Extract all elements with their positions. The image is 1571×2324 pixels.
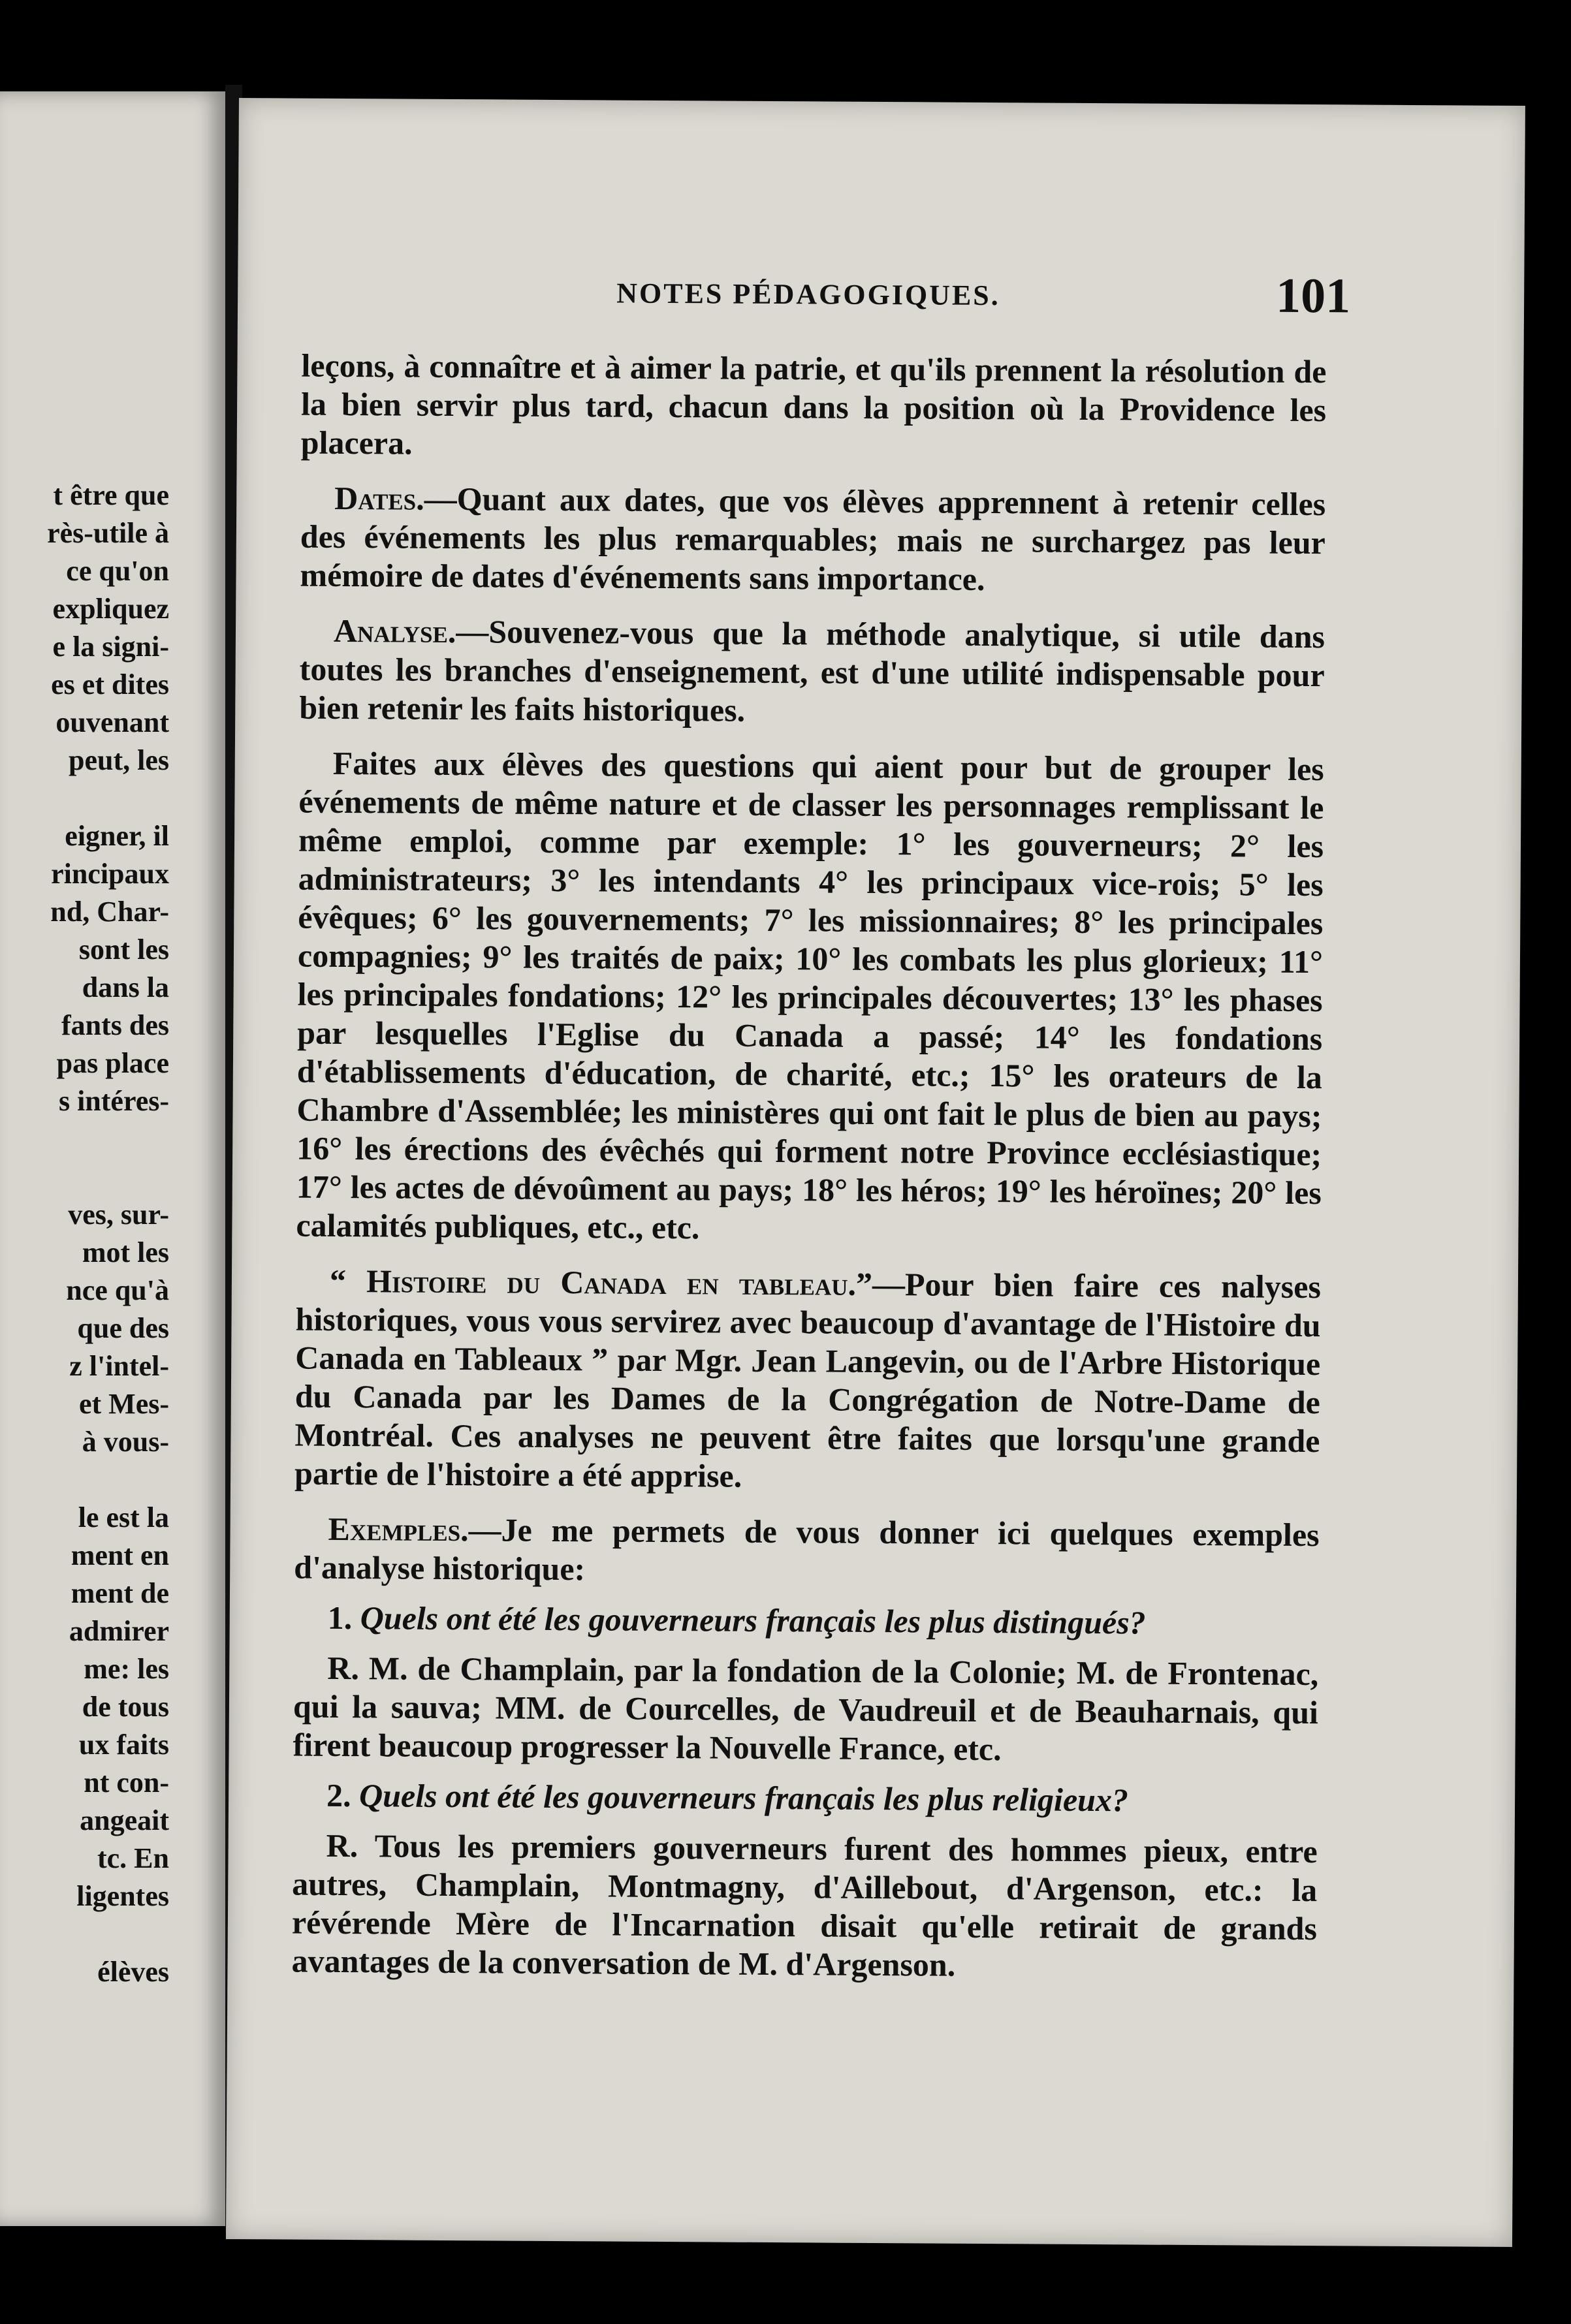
left-fragment: eigner, il	[65, 820, 169, 852]
left-fragment: rès-utile à	[47, 517, 169, 549]
left-fragment	[0, 1461, 169, 1499]
question-text: Quels ont été les gouverneurs français les plus religieux?	[358, 1777, 1129, 1819]
left-fragment: le est la	[78, 1501, 169, 1533]
question-2	[293, 1776, 1318, 1821]
left-fragment: tc. En	[97, 1842, 169, 1874]
left-fragment: à vous-	[82, 1426, 169, 1458]
left-fragment: nt con-	[84, 1767, 169, 1798]
section-lead-exemples: Exemples.	[328, 1510, 469, 1548]
answer-2: R. Tous les premiers gouverneurs furent des hommes pieux, entre autres, Champlain, Montmagny, d'Aillebout, d'Argenson, etc.: la révérende Mère de l'Incarnation disait qu'elle retirait de grands avantages de la conversation de M. d'Argenson.	[291, 1827, 1318, 1983]
section-lead-dates: Dates.	[334, 479, 424, 517]
question-text: Quels ont été les gouverneurs français les plus distingués?	[360, 1599, 1146, 1641]
left-fragment: sont les	[78, 934, 169, 966]
paragraph-text: —Souvenez-vous que la méthode analytique, si utile dans toutes les branches d'enseignement, est d'une utilité indispensable pour bien retenir les faits historiques.	[299, 613, 1325, 729]
paragraph-enumeration: Faites aux élèves des questions qui aient pour but de grouper les événements de même nature et de classer les personnages remplissant le même emploi, comme par exemple: 1° les gouverneurs; 2° les administrateurs; 3° les intendants 4° les principaux vice-rois; 5° les évêques; 6° les gouvernements; 7° les missionnaires; 8° les principales compagnies; 9° les traités de paix; 10° les combats les plus glorieux; 11° les principales fondations; 12° les principales découvertes; 13° les phases par lesquelles l'Eglise du Canada a passé; 14° les fondations d'établissements d'éducation, de charité, etc.; 15° les orateurs de la Chambre d'Assemblée; les ministères qui ont fait le plus de bien au pays; 16° les érections des évêchés qui forment notre Province ecclésiastique; 17° les actes de dévoûment au pays; 18° les héros; 19° les héroïnes; 20° les calamités publiques, etc., etc.	[296, 744, 1324, 1246]
left-fragment: ligentes	[76, 1880, 169, 1912]
page-header	[238, 261, 1499, 341]
left-fragment: expliquez	[52, 593, 169, 625]
page-number: 101	[1275, 268, 1351, 324]
paragraph-analyse	[299, 612, 1325, 734]
left-fragment: ouvenant	[56, 706, 169, 738]
question-1	[294, 1599, 1319, 1644]
left-fragment	[0, 1915, 169, 1953]
left-fragment: es et dites	[51, 668, 169, 700]
paragraph-continuation: leçons, à connaître et à aimer la patrie, et qu'ils prennent la résolution de la bien servir plus tard, chacun dans la position où la Providence les placera.	[300, 347, 1327, 462]
paragraph-exemples	[294, 1510, 1320, 1594]
left-fragment: admirer	[69, 1615, 169, 1647]
left-fragment: rincipaux	[51, 858, 169, 890]
left-fragment: s intéres-	[58, 1085, 169, 1117]
left-fragment: ux faits	[78, 1729, 169, 1761]
answer-1: R. M. de Champlain, par la fondation de la Colonie; M. de Frontenac, qui la sauva; MM. de Courcelles, de Vaudreuil et de Beauharnais, qui firent beaucoup progresser la Nouvelle France, etc.	[293, 1649, 1319, 1768]
left-fragment: ce qu'on	[66, 555, 169, 587]
left-fragment: me: les	[84, 1653, 169, 1685]
left-fragment: de tous	[82, 1691, 169, 1723]
question-number: 1.	[327, 1599, 353, 1637]
left-fragment: peut, les	[69, 744, 169, 776]
left-fragment	[0, 779, 169, 817]
main-page	[226, 98, 1525, 2247]
left-fragment: ment en	[71, 1539, 169, 1571]
left-page-text-fragments	[0, 477, 169, 1991]
left-fragment: z l'intel-	[69, 1350, 169, 1382]
left-fragment: pas place	[56, 1047, 169, 1079]
left-fragment: et Mes-	[78, 1388, 169, 1420]
question-number: 2.	[326, 1776, 351, 1814]
left-fragment: mot les	[82, 1236, 169, 1268]
page-body	[291, 347, 1326, 2004]
left-fragment: fants des	[61, 1009, 169, 1041]
left-fragment: nce qu'à	[66, 1274, 169, 1306]
left-fragment: ment de	[71, 1577, 169, 1609]
paragraph-text: —Pour bien faire ces nalyses historiques, vous vous servirez avec beaucoup d'avantage de l'Histoire du Canada en Tableaux ” par Mgr. Jean Langevin, ou de l'Arbre Historique du Canada par les Dames de la Congrégation de Notre-Dame de Montréal. Ces analyses ne peuvent être faites que lorsqu'une grande partie de l'histoire a été apprise.	[294, 1265, 1322, 1494]
section-lead-analyse: Analyse.	[333, 612, 456, 650]
left-fragment: ves, sur-	[68, 1199, 169, 1231]
left-fragment: dans la	[82, 971, 169, 1003]
left-fragment: angeait	[80, 1804, 169, 1836]
paragraph-dates	[300, 479, 1325, 601]
left-fragment: nd, Char-	[50, 896, 169, 928]
running-head: NOTES PÉDAGOGIQUES.	[616, 277, 1000, 312]
left-fragment: t être que	[53, 479, 169, 511]
paragraph-text: —Quant aux dates, que vos élèves apprennent à retenir celles des événements les plus remarquables; mais ne surchargez pas leur mémoire de dates d'événements sans importance.	[300, 480, 1326, 597]
paragraph-histoire-tableau	[294, 1262, 1321, 1500]
left-fragment: que des	[77, 1312, 169, 1344]
left-fragment: élèves	[97, 1956, 169, 1988]
left-fragment	[0, 1120, 169, 1158]
left-fragment: e la signi-	[52, 631, 169, 663]
left-fragment	[0, 1158, 169, 1196]
section-lead-histoire: “ Histoire du Canada en tableau.”	[329, 1262, 873, 1302]
paragraph-text: —Je me permets de vous donner ici quelques exemples d'analyse historique:	[294, 1511, 1320, 1588]
left-facing-page	[0, 91, 225, 2226]
